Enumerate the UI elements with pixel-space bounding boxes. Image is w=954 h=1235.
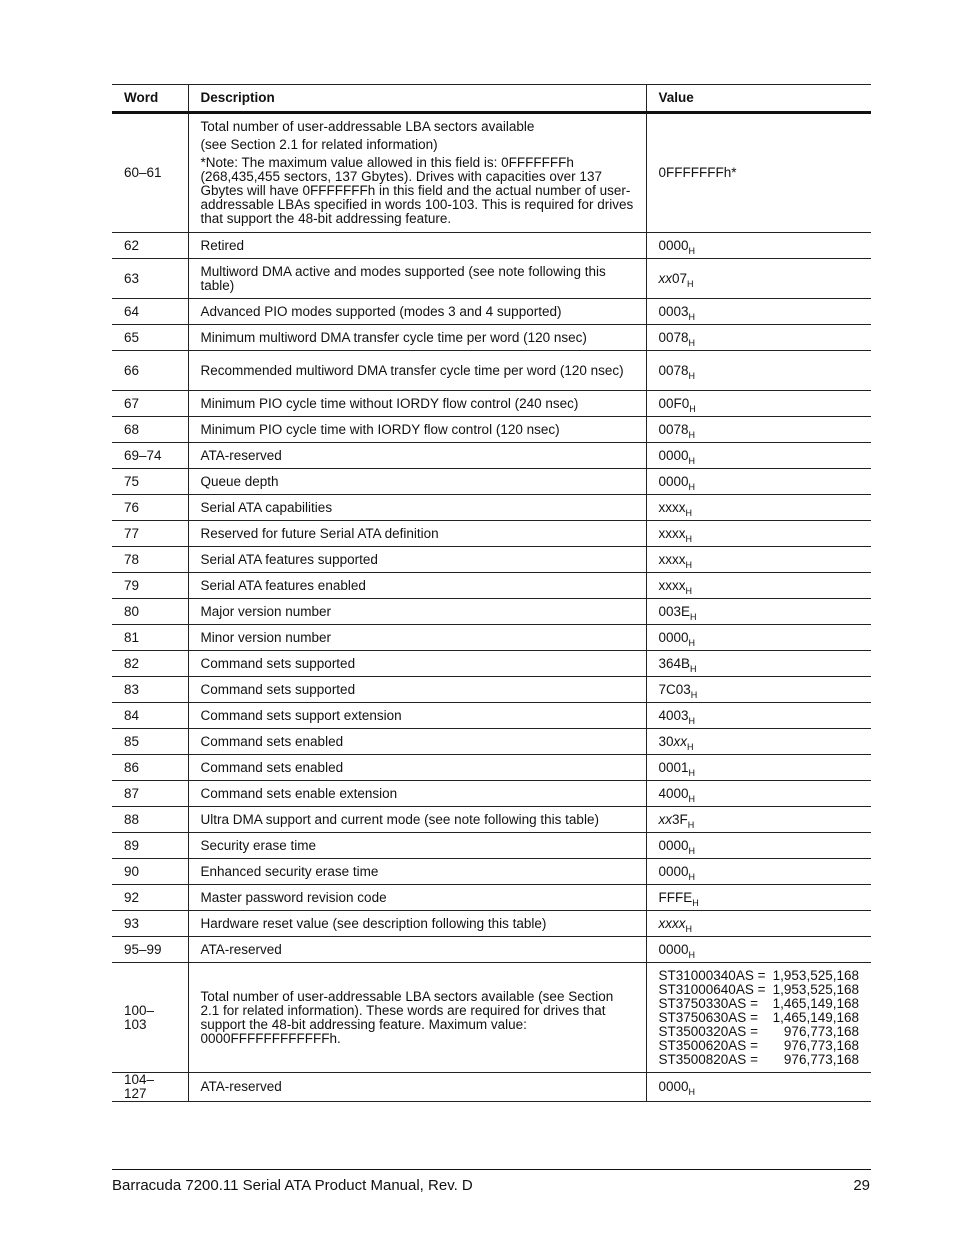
description-cell: Command sets supported [188,651,646,677]
identify-device-table [112,84,871,1102]
header-value: Value [646,85,871,113]
hex-subscript: H [690,663,697,674]
value-text: xxxx [658,525,686,541]
value-cell [646,833,871,859]
value-text: 4003 [658,707,689,723]
word-cell: 95–99 [112,937,188,963]
value-text: 0000 [658,629,689,645]
value-text: FFFE [658,889,693,905]
word-cell: 63 [112,259,188,299]
hex-subscript: H [688,845,696,856]
word-cell: 79 [112,573,188,599]
word-cell: 66 [112,351,188,391]
header-word: Word [112,85,188,113]
value-text: 0000 [658,941,689,957]
value-text: 364B [658,655,691,671]
description-cell: Command sets supported [188,677,646,703]
word-cell: 86 [112,755,188,781]
table-row [112,443,871,469]
value-cell [646,885,871,911]
value-text: 0000 [658,447,689,463]
value-text: 4000 [658,785,689,801]
description-cell: Hardware reset value (see description following this table) [188,911,646,937]
hex-subscript: H [688,337,696,348]
value-text: 0003 [658,303,689,319]
value-cell [646,351,871,391]
table-row [112,1073,871,1102]
table-row [112,859,871,885]
description-cell: ATA-reserved [188,443,646,469]
model-name: ST3500320AS = [658,1023,758,1039]
footer-title: Barracuda 7200.11 Serial ATA Product Manual, Rev. D [112,1177,473,1194]
table-row [112,113,871,233]
value-cell [646,755,871,781]
model-name: ST31000340AS = [658,967,766,983]
model-name: ST3750330AS = [658,995,758,1011]
hex-subscript: H [688,455,696,466]
word-cell: 62 [112,233,188,259]
model-capacity: 1,953,525,168 [772,967,859,983]
value-cell [646,599,871,625]
description-cell: Advanced PIO modes supported (modes 3 and 4 supported) [188,299,646,325]
value-cell [646,299,871,325]
table-row [112,233,871,259]
model-capacity: 1,953,525,168 [772,981,859,997]
model-capacity: 976,773,168 [783,1037,859,1053]
description-cell: Minimum multiword DMA transfer cycle time per word (120 nsec) [188,325,646,351]
hex-subscript: H [688,1087,696,1097]
value-text: 0000 [658,237,689,253]
model-capacity-row [659,983,860,997]
table-row [112,391,871,417]
hex-subscript: H [688,767,696,778]
word-cell: 76 [112,495,188,521]
word-cell: 69–74 [112,443,188,469]
table-row [112,259,871,299]
value-cell [646,325,871,351]
table-row [112,599,871,625]
value-text: 0078 [658,329,689,345]
description-cell: Command sets support extension [188,703,646,729]
value-cell [646,937,871,963]
hex-subscript: H [688,370,696,381]
hex-subscript: H [692,897,699,908]
table-row [112,495,871,521]
value-cell: 0FFFFFFFh* [646,113,871,233]
value-cell [646,729,871,755]
word-cell: 93 [112,911,188,937]
description-cell: ATA-reserved [188,1073,646,1102]
value-text: 0000 [658,863,689,879]
value-text: 0001 [658,759,689,775]
page-number: 29 [853,1177,870,1194]
value-cell [646,625,871,651]
value-cell [646,1073,871,1102]
value-cell [646,807,871,833]
table-row [112,299,871,325]
value-cell [646,703,871,729]
description-cell: Reserved for future Serial ATA definition [188,521,646,547]
word-cell: 84 [112,703,188,729]
value-cell [646,651,871,677]
value-cell [646,417,871,443]
value-text: xxxx [658,551,686,567]
table-row [112,469,871,495]
table-header-row [112,85,871,113]
table-row [112,677,871,703]
table-row [112,625,871,651]
hex-subscript: H [685,533,692,544]
value-text: 0078 [658,362,689,378]
hex-subscript: H [690,689,698,700]
table-row [112,521,871,547]
description-cell: Master password revision code [188,885,646,911]
value-variable: xxxx [658,915,686,931]
value-text: 0000 [658,1079,689,1094]
hex-subscript: H [687,741,694,752]
value-text: 30 [658,733,674,749]
word-cell: 104–127 [112,1073,188,1102]
value-variable: xx [673,733,688,749]
hex-subscript: H [689,403,696,414]
value-text: 003E [658,603,691,619]
description-cell: Minor version number [188,625,646,651]
word-cell: 100–103 [112,963,188,1073]
table-row [112,351,871,391]
model-name: ST3500820AS = [658,1051,758,1067]
description-cell: Retired [188,233,646,259]
value-cell [646,781,871,807]
description-cell: Major version number [188,599,646,625]
hex-subscript: H [690,611,697,622]
table-row [112,963,871,1073]
description-cell: Serial ATA features enabled [188,573,646,599]
model-capacity-row [659,1053,860,1067]
hex-subscript: H [685,585,692,596]
description-cell: Serial ATA features supported [188,547,646,573]
hex-subscript: H [688,481,696,492]
model-capacity: 1,465,149,168 [772,1009,859,1025]
table-row [112,573,871,599]
header-description: Description [188,85,646,113]
description-cell: Command sets enabled [188,729,646,755]
description-line: (see Section 2.1 for related information) [200,137,438,152]
word-cell: 88 [112,807,188,833]
value-cell [646,573,871,599]
word-cell: 64 [112,299,188,325]
value-cell [646,963,871,1073]
table-row [112,325,871,351]
word-cell: 60–61 [112,113,188,233]
table-row [112,937,871,963]
value-cell [646,521,871,547]
table-row [112,833,871,859]
word-cell: 87 [112,781,188,807]
value-cell [646,233,871,259]
value-cell [646,547,871,573]
value-text: 0000 [658,473,689,489]
description-cell: Serial ATA capabilities [188,495,646,521]
value-cell [646,859,871,885]
footer-rule [112,1169,871,1170]
hex-subscript: H [688,793,696,804]
model-capacity-row [659,969,860,983]
table-row [112,781,871,807]
model-capacity-row [659,1011,860,1025]
value-text: 00F0 [658,395,690,411]
model-capacity-row [659,1039,860,1053]
hex-subscript: H [687,278,694,289]
hex-subscript: H [688,429,696,440]
table-row [112,755,871,781]
hex-subscript: H [687,819,695,830]
word-cell: 77 [112,521,188,547]
hex-subscript: H [688,871,696,882]
table-row [112,729,871,755]
value-text: 3F [672,811,688,827]
model-name: ST3500620AS = [658,1037,758,1053]
word-cell: 78 [112,547,188,573]
hex-subscript: H [688,949,696,960]
model-name: ST3750630AS = [658,1009,758,1025]
hex-subscript: H [688,245,696,256]
hex-subscript: H [688,715,696,726]
word-cell: 89 [112,833,188,859]
hex-subscript: H [688,311,696,322]
table-row [112,911,871,937]
description-cell [188,113,646,233]
description-cell: Command sets enabled [188,755,646,781]
word-cell: 65 [112,325,188,351]
table-row [112,417,871,443]
description-cell: Multiword DMA active and modes supported (see note following this table) [188,259,646,299]
description-cell: Security erase time [188,833,646,859]
word-cell: 92 [112,885,188,911]
description-line: Total number of user-addressable LBA sectors available [200,119,535,134]
value-text: xxxx [658,499,686,515]
description-cell: Queue depth [188,469,646,495]
table-row [112,547,871,573]
word-cell: 90 [112,859,188,885]
description-cell: Command sets enable extension [188,781,646,807]
word-cell: 83 [112,677,188,703]
model-capacity: 976,773,168 [783,1023,859,1039]
value-text: xxxx [658,577,686,593]
value-cell [646,495,871,521]
hex-subscript: H [685,559,692,570]
value-variable: xx [658,270,672,286]
word-cell: 67 [112,391,188,417]
value-cell [646,911,871,937]
value-text: 0078 [658,421,689,437]
value-cell [646,469,871,495]
value-text: 7C03 [658,681,691,697]
model-capacity-list [659,969,860,1067]
description-cell: Ultra DMA support and current mode (see note following this table) [188,807,646,833]
description-cell: Minimum PIO cycle time without IORDY flow control (240 nsec) [188,391,646,417]
value-cell [646,677,871,703]
word-cell: 85 [112,729,188,755]
word-cell: 80 [112,599,188,625]
description-note: *Note: The maximum value allowed in this field is: 0FFFFFFFh (268,435,455 sectors, 137 Gbytes). Drives with capacities over 137 Gbytes will have 0FFFFFFFh in this field and the actual number of user-addressable LBAs specified in words 100-103. This is required for drives that support the 48-bit addressing feature. [200,155,634,226]
table-row [112,807,871,833]
description-cell: Recommended multiword DMA transfer cycle time per word (120 nsec) [188,351,646,391]
description-cell: Enhanced security erase time [188,859,646,885]
hex-subscript: H [688,637,696,648]
description-cell: ATA-reserved [188,937,646,963]
value-text: 07 [672,270,688,286]
value-variable: xx [658,811,672,827]
hex-subscript: H [685,507,692,518]
table-row [112,651,871,677]
model-name: ST31000640AS = [658,981,766,997]
hex-subscript: H [685,923,692,934]
value-cell [646,443,871,469]
model-capacity-row [659,997,860,1011]
model-capacity: 1,465,149,168 [772,995,859,1011]
table-row [112,885,871,911]
word-cell: 75 [112,469,188,495]
value-cell [646,391,871,417]
value-cell [646,259,871,299]
value-text: 0000 [658,837,689,853]
word-cell: 68 [112,417,188,443]
model-capacity: 976,773,168 [783,1051,859,1067]
table-row [112,703,871,729]
description-cell: Minimum PIO cycle time with IORDY flow control (120 nsec) [188,417,646,443]
word-cell: 81 [112,625,188,651]
model-capacity-row [659,1025,860,1039]
description-cell: Total number of user-addressable LBA sectors available (see Section 2.1 for related information). These words are required for drives that support the 48-bit addressing feature. Maximum value: 0000FFFFFFFFFFFFh. [188,963,646,1073]
word-cell: 82 [112,651,188,677]
